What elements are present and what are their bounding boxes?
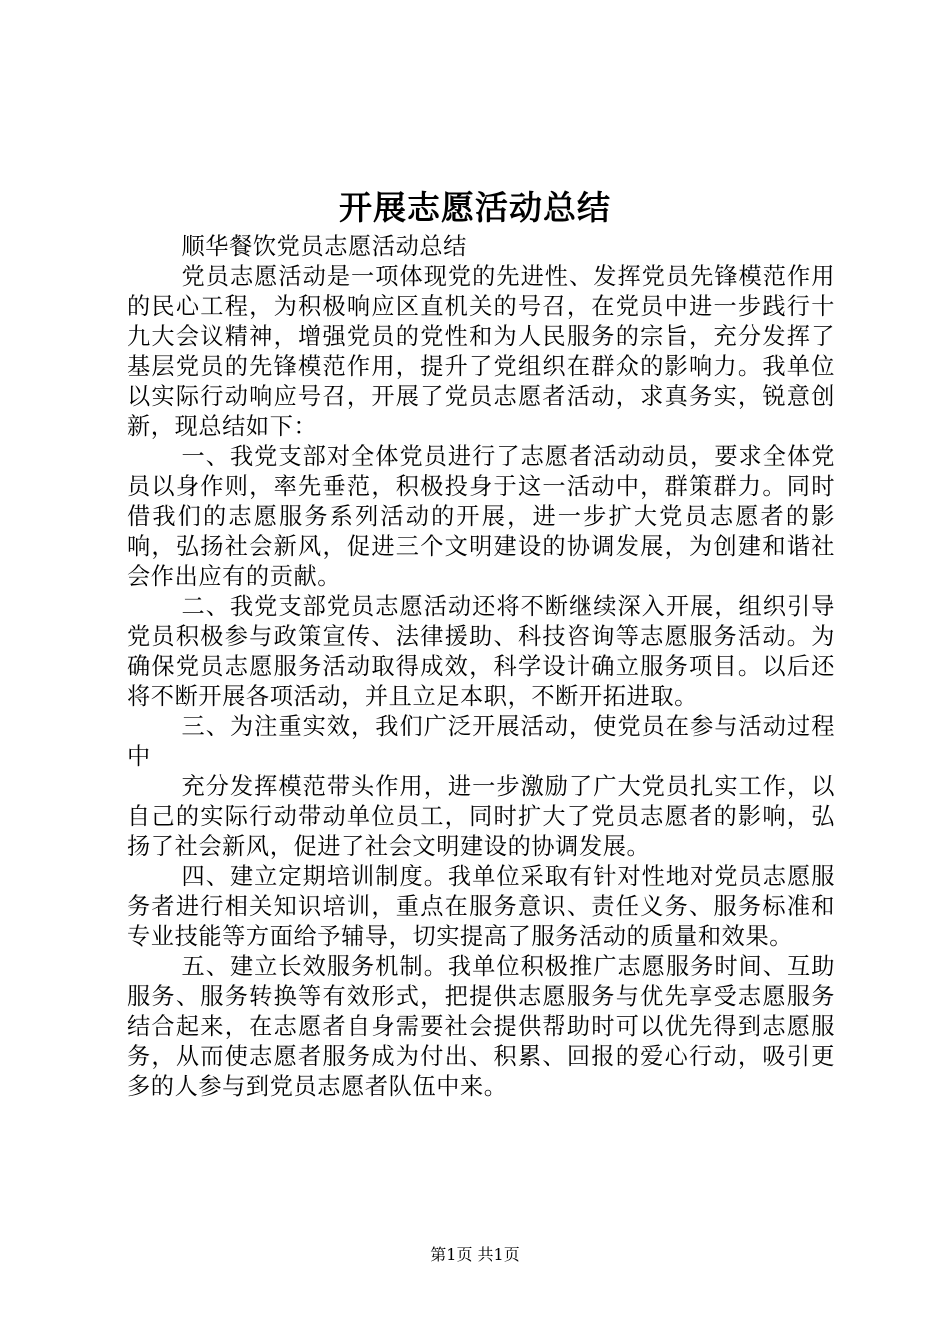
- document-body: [127, 232, 835, 1102]
- paragraph-five: 五、建立长效服务机制。我单位积极推广志愿服务时间、互助服务、服务转换等有效形式，把提供志愿服务与优先享受志愿服务结合起来，在志愿者自身需要社会提供帮助时可以优先得到志愿服务，从而使志愿者服务成为付出、积累、回报的爱心行动，吸引更多的人参与到党员志愿者队伍中来。: [127, 953, 835, 1100]
- page-number-footer: 第1页 共1页: [430, 1245, 520, 1264]
- paragraph-three-continued: 充分发挥模范带头作用，进一步激励了广大党员扎实工作，以自己的实际行动带动单位员工，同时扩大了党员志愿者的影响，弘扬了社会新风，促进了社会文明建设的协调发展。: [127, 773, 835, 860]
- paragraph-two: 二、我党支部党员志愿活动还将不断继续深入开展，组织引导党员积极参与政策宣传、法律援助、科技咨询等志愿服务活动。为确保党员志愿服务活动取得成效，科学设计确立服务项目。以后还将不断开展各项活动，并且立足本职，不断开拓进取。: [127, 593, 835, 710]
- paragraph-intro: 党员志愿活动是一项体现党的先进性、发挥党员先锋模范作用的民心工程，为积极响应区直机关的号召，在党员中进一步践行十九大会议精神，增强党员的党性和为人民服务的宗旨，充分发挥了基层党员的先锋模范作用，提升了党组织在群众的影响力。我单位以实际行动响应号召，开展了党员志愿者活动，求真务实，锐意创新，现总结如下：: [127, 263, 835, 440]
- paragraph-four: 四、建立定期培训制度。我单位采取有针对性地对党员志愿服务者进行相关知识培训，重点在服务意识、责任义务、服务标准和专业技能等方面给予辅导，切实提高了服务活动的质量和效果。: [127, 863, 835, 950]
- document-title: 开展志愿活动总结: [339, 188, 611, 227]
- paragraph-one: 一、我党支部对全体党员进行了志愿者活动动员，要求全体党员以身作则，率先垂范，积极投身于这一活动中，群策群力。同时借我们的志愿服务系列活动的开展，进一步扩大党员志愿者的影响，弘扬社会新风，促进三个文明建设的协调发展，为创建和谐社会作出应有的贡献。: [127, 443, 835, 590]
- paragraph-subtitle: 顺华餐饮党员志愿活动总结: [181, 233, 467, 260]
- paragraph-three: 三、为注重实效，我们广泛开展活动，使党员在参与活动过程中: [127, 713, 835, 770]
